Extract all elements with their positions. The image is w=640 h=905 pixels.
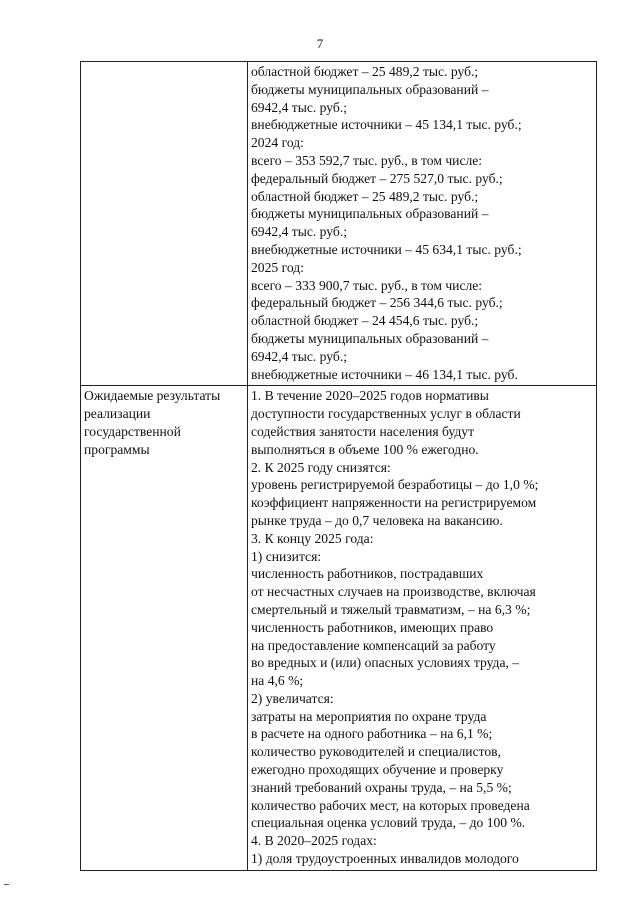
- row-content-line: федеральный бюджет – 256 344,6 тыс. руб.;: [251, 295, 503, 311]
- row-content-line: 2025 год:: [251, 259, 304, 275]
- row-label-line: государственной: [84, 423, 181, 439]
- row-content-line: внебюджетные источники – 45 634,1 тыс. руб.;: [251, 241, 522, 257]
- row-label-line: программы: [84, 441, 150, 457]
- row-content-line: ежегодно проходящих обучение и проверку: [251, 762, 504, 778]
- row-content-line: во вредных и (или) опасных условиях труда, –: [251, 655, 520, 671]
- row-content-line: численность работников, пострадавших: [251, 566, 484, 582]
- row-content-line: 3. К концу 2025 года:: [251, 530, 374, 546]
- row-content-line: внебюджетные источники – 46 134,1 тыс. руб.: [251, 366, 518, 382]
- row-content-line: смертельный и тяжелый травматизм, – на 6,3 %;: [251, 601, 531, 617]
- row-label-line: Ожидаемые результаты: [84, 388, 221, 404]
- row-content-line: 2024 год:: [251, 135, 304, 151]
- row-content-line: областной бюджет – 24 454,6 тыс. руб.;: [251, 313, 479, 329]
- row-content-line: бюджеты муниципальных образований –: [251, 206, 489, 222]
- row-content-line: от несчастных случаев на производстве, включая: [251, 584, 536, 600]
- row-content-line: количество руководителей и специалистов,: [251, 744, 501, 760]
- row-content-line: 6942,4 тыс. руб.;: [251, 348, 348, 364]
- row-content-line: 2) увеличатся:: [251, 690, 334, 706]
- row-content-line: областной бюджет – 25 489,2 тыс. руб.;: [251, 64, 479, 79]
- row-content-line: бюджеты муниципальных образований –: [251, 81, 489, 97]
- row-content-cell: [248, 62, 597, 386]
- row-content-line: на предоставление компенсаций за работу: [251, 637, 496, 653]
- row-content-line: 6942,4 тыс. руб.;: [251, 224, 348, 240]
- row-content-line: количество рабочих мест, на которых проведена: [251, 797, 530, 813]
- row-content-line: на 4,6 %;: [251, 673, 304, 689]
- row-content-line: в расчете на одного работника – на 6,1 %;: [251, 726, 493, 742]
- page-number: 7: [316, 36, 324, 51]
- margin-mark: [4, 884, 9, 885]
- program-passport-table: [80, 61, 597, 871]
- row-content-line: внебюджетные источники – 45 134,1 тыс. руб.;: [251, 117, 522, 133]
- row-content-cell: [248, 386, 597, 871]
- row-label-cell: [81, 386, 248, 871]
- row-content-line: коэффициент напряженности на регистрируемом: [251, 495, 537, 511]
- row-label-cell: [81, 62, 248, 386]
- row-content-line: доступности государственных услуг в области: [251, 406, 521, 422]
- row-content-line: выполняться в объеме 100 % ежегодно.: [251, 441, 479, 457]
- table-row-financing: [81, 62, 597, 386]
- row-content-line: 1) доля трудоустроенных инвалидов молодого: [251, 851, 519, 867]
- row-content-line: 6942,4 тыс. руб.;: [251, 99, 348, 115]
- row-content-line: знаний требований охраны труда, – на 5,5 %;: [251, 779, 512, 795]
- row-content-line: 2. К 2025 году снизятся:: [251, 459, 391, 475]
- row-content-line: всего – 333 900,7 тыс. руб., в том числе:: [251, 277, 483, 293]
- row-content-line: специальная оценка условий труда, – до 100 %.: [251, 815, 526, 831]
- row-content-line: федеральный бюджет – 275 527,0 тыс. руб.;: [251, 170, 503, 186]
- row-content-line: областной бюджет – 25 489,2 тыс. руб.;: [251, 188, 479, 204]
- row-content-line: 1) снизится:: [251, 548, 322, 564]
- row-content-line: бюджеты муниципальных образований –: [251, 330, 489, 346]
- table-row-expected-results: [81, 386, 597, 871]
- row-content-line: 1. В течение 2020–2025 годов нормативы: [251, 388, 489, 404]
- row-content-line: численность работников, имеющих право: [251, 619, 494, 635]
- row-content-line: содействия занятости населения будут: [251, 423, 475, 439]
- row-content-line: уровень регистрируемой безработицы – до 1,0 %;: [251, 477, 539, 493]
- row-content-line: всего – 353 592,7 тыс. руб., в том числе:: [251, 152, 483, 168]
- row-content-line: рынке труда – до 0,7 человека на вакансию.: [251, 512, 503, 528]
- row-content-line: затраты на мероприятия по охране труда: [251, 708, 487, 724]
- row-label-line: реализации: [84, 406, 151, 422]
- row-content-line: 4. В 2020–2025 годах:: [251, 833, 377, 849]
